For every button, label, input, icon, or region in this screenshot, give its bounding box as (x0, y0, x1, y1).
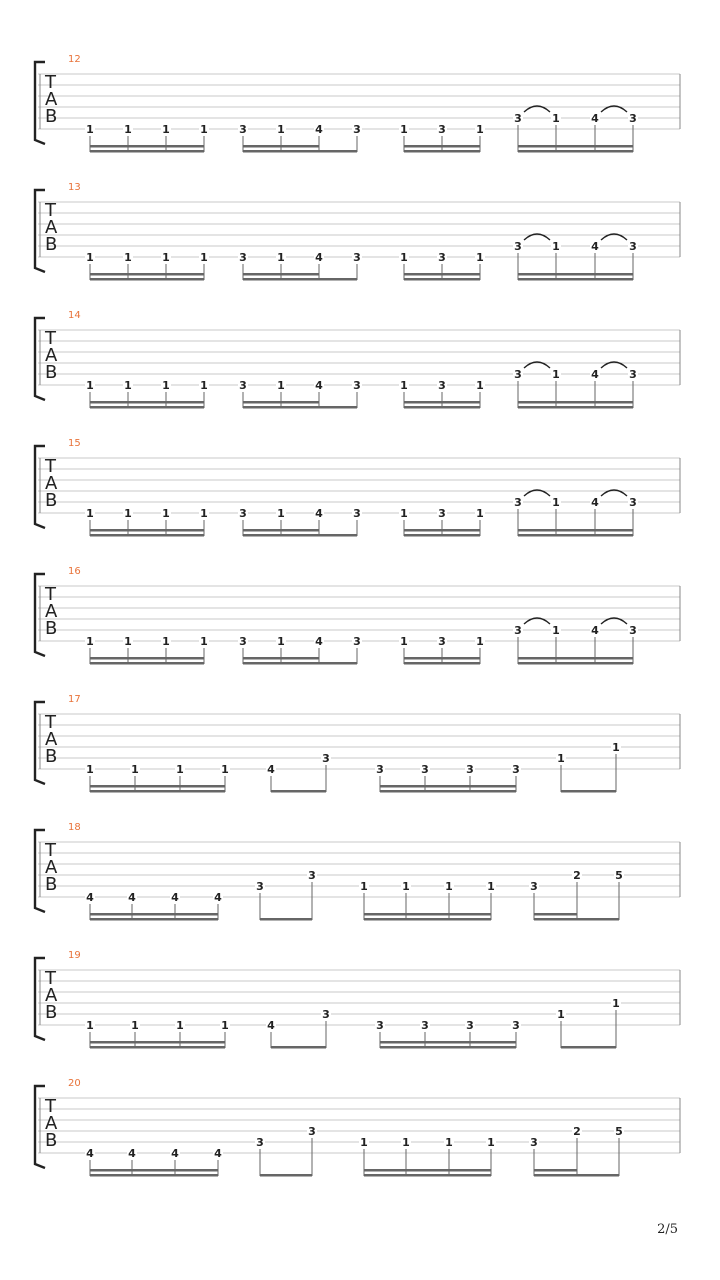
beam (90, 1041, 225, 1044)
fret-number: 4 (591, 240, 599, 253)
fret-number: 3 (629, 496, 637, 509)
measure-number: 15 (68, 438, 81, 449)
fret-number: 4 (315, 251, 323, 264)
measure-number: 20 (68, 1078, 81, 1089)
beam (518, 534, 633, 537)
beam (243, 657, 319, 660)
fret-number: 3 (530, 880, 538, 893)
measure-number: 13 (68, 182, 81, 193)
fret-number: 4 (86, 1147, 94, 1160)
fret-number: 3 (514, 496, 522, 509)
fret-number: 1 (162, 251, 170, 264)
beam (404, 534, 480, 537)
tab-clef-letter: B (45, 618, 58, 639)
fret-number: 1 (162, 379, 170, 392)
fret-number: 3 (239, 251, 247, 264)
fret-number: 1 (200, 379, 208, 392)
fret-number: 1 (487, 880, 495, 893)
fret-number: 1 (124, 251, 132, 264)
fret-number: 5 (615, 869, 623, 882)
tab-clef-letter: B (45, 1002, 58, 1023)
fret-number: 1 (86, 507, 94, 520)
fret-number: 3 (466, 763, 474, 776)
fret-number: 1 (162, 635, 170, 648)
fret-number: 3 (466, 1019, 474, 1032)
beam (90, 401, 204, 404)
fret-number: 1 (552, 112, 560, 125)
tab-clef-letter: A (45, 89, 58, 110)
fret-number: 4 (128, 1147, 136, 1160)
tab-clef-letter: T (45, 200, 56, 221)
beam (561, 1046, 616, 1049)
beam (271, 1046, 326, 1049)
beam (260, 918, 312, 921)
tab-clef-letter: B (45, 874, 58, 895)
fret-number: 3 (629, 368, 637, 381)
fret-number: 4 (267, 763, 275, 776)
fret-number: 3 (239, 635, 247, 648)
tab-clef-letter: A (45, 601, 58, 622)
beam (90, 534, 204, 537)
tab-system (35, 694, 680, 793)
beam (90, 657, 204, 660)
beam (518, 406, 633, 409)
fret-number: 1 (400, 507, 408, 520)
fret-number: 1 (552, 368, 560, 381)
beam (90, 406, 204, 409)
beam (90, 529, 204, 532)
beam (243, 278, 357, 281)
fret-number: 1 (124, 635, 132, 648)
beam (534, 1174, 619, 1177)
fret-number: 3 (512, 763, 520, 776)
tab-system (35, 310, 680, 409)
fret-number: 3 (438, 507, 446, 520)
fret-number: 3 (514, 624, 522, 637)
beam (518, 150, 633, 153)
fret-number: 3 (438, 379, 446, 392)
beam (404, 278, 480, 281)
beam (561, 790, 616, 793)
fret-number: 4 (214, 891, 222, 904)
fret-number: 1 (176, 763, 184, 776)
fret-number: 3 (308, 869, 316, 882)
tab-clef-letter: T (45, 712, 56, 733)
fret-number: 1 (277, 635, 285, 648)
fret-number: 3 (353, 379, 361, 392)
fret-number: 4 (171, 891, 179, 904)
fret-number: 1 (221, 763, 229, 776)
beam (90, 273, 204, 276)
beam (364, 918, 491, 921)
fret-number: 1 (400, 379, 408, 392)
fret-number: 4 (128, 891, 136, 904)
fret-number: 4 (315, 379, 323, 392)
fret-number: 1 (360, 880, 368, 893)
tab-system (35, 438, 680, 537)
fret-number: 1 (86, 251, 94, 264)
fret-number: 3 (322, 752, 330, 765)
fret-number: 1 (476, 635, 484, 648)
fret-number: 1 (86, 123, 94, 136)
beam (90, 1169, 218, 1172)
fret-number: 1 (162, 507, 170, 520)
fret-number: 3 (308, 1125, 316, 1138)
beam (90, 662, 204, 665)
tab-clef-letter: T (45, 72, 56, 93)
fret-number: 1 (200, 123, 208, 136)
tab-clef-letter: A (45, 857, 58, 878)
fret-number: 3 (353, 123, 361, 136)
measure-number: 19 (68, 950, 81, 961)
fret-number: 3 (629, 240, 637, 253)
fret-number: 4 (315, 123, 323, 136)
fret-number: 1 (277, 507, 285, 520)
beam (534, 918, 619, 921)
fret-number: 4 (86, 891, 94, 904)
fret-number: 1 (124, 507, 132, 520)
fret-number: 1 (402, 1136, 410, 1149)
tab-clef-letter: T (45, 584, 56, 605)
measure-number: 17 (68, 694, 81, 705)
fret-number: 3 (239, 379, 247, 392)
beam (243, 145, 319, 148)
beam (243, 273, 319, 276)
fret-number: 4 (171, 1147, 179, 1160)
beam (90, 918, 218, 921)
fret-number: 1 (400, 251, 408, 264)
fret-number: 1 (86, 635, 94, 648)
tab-system (35, 822, 680, 921)
fret-number: 1 (200, 251, 208, 264)
fret-number: 5 (615, 1125, 623, 1138)
fret-number: 3 (438, 251, 446, 264)
tab-clef-letter: A (45, 729, 58, 750)
beam (364, 913, 491, 916)
measure-number: 12 (68, 54, 81, 65)
fret-number: 3 (353, 507, 361, 520)
beam (404, 406, 480, 409)
tab-clef-letter: B (45, 1130, 58, 1151)
tab-clef-letter: T (45, 456, 56, 477)
fret-number: 1 (124, 123, 132, 136)
fret-number: 1 (86, 379, 94, 392)
beam (243, 401, 319, 404)
beam (534, 913, 577, 916)
fret-number: 4 (315, 507, 323, 520)
fret-number: 3 (376, 1019, 384, 1032)
fret-number: 1 (277, 379, 285, 392)
beam (271, 790, 326, 793)
tab-clef-letter: T (45, 328, 56, 349)
fret-number: 3 (256, 1136, 264, 1149)
tab-system (35, 54, 680, 153)
beam (380, 1041, 516, 1044)
beam (260, 1174, 312, 1177)
beam (518, 662, 633, 665)
tab-clef-letter: B (45, 490, 58, 511)
fret-number: 3 (322, 1008, 330, 1021)
beam (534, 1169, 577, 1172)
fret-number: 1 (200, 507, 208, 520)
fret-number: 3 (629, 112, 637, 125)
tab-clef-letter: T (45, 968, 56, 989)
fret-number: 2 (573, 869, 581, 882)
beam (404, 529, 480, 532)
tab-system (35, 1078, 680, 1177)
page-number: 2/5 (657, 1222, 678, 1237)
measure-number: 18 (68, 822, 81, 833)
fret-number: 1 (476, 251, 484, 264)
beam (380, 1046, 516, 1049)
fret-number: 1 (200, 635, 208, 648)
beam (90, 785, 225, 788)
fret-number: 1 (476, 123, 484, 136)
beam (90, 1174, 218, 1177)
fret-number: 4 (591, 368, 599, 381)
beam (518, 657, 633, 660)
fret-number: 1 (445, 880, 453, 893)
fret-number: 2 (573, 1125, 581, 1138)
beam (243, 406, 357, 409)
fret-number: 3 (421, 763, 429, 776)
fret-number: 1 (557, 1008, 565, 1021)
fret-number: 4 (591, 496, 599, 509)
beam (518, 273, 633, 276)
fret-number: 1 (552, 496, 560, 509)
fret-number: 3 (239, 507, 247, 520)
beam (404, 273, 480, 276)
beam (518, 145, 633, 148)
beam (364, 1174, 491, 1177)
fret-number: 4 (591, 112, 599, 125)
beam (404, 662, 480, 665)
fret-number: 1 (86, 1019, 94, 1032)
fret-number: 1 (612, 997, 620, 1010)
fret-number: 1 (400, 123, 408, 136)
fret-number: 1 (277, 251, 285, 264)
fret-number: 1 (487, 1136, 495, 1149)
fret-number: 1 (360, 1136, 368, 1149)
beam (243, 529, 319, 532)
beam (404, 145, 480, 148)
fret-number: 1 (552, 240, 560, 253)
fret-number: 3 (629, 624, 637, 637)
beam (364, 1169, 491, 1172)
beam (90, 913, 218, 916)
measure-number: 16 (68, 566, 81, 577)
fret-number: 1 (612, 741, 620, 754)
beam (404, 401, 480, 404)
beam (518, 401, 633, 404)
fret-number: 1 (124, 379, 132, 392)
tab-clef-letter: B (45, 234, 58, 255)
fret-number: 4 (214, 1147, 222, 1160)
fret-number: 3 (438, 635, 446, 648)
fret-number: 3 (256, 880, 264, 893)
tab-clef-letter: A (45, 217, 58, 238)
fret-number: 3 (512, 1019, 520, 1032)
beam (243, 534, 357, 537)
fret-number: 4 (267, 1019, 275, 1032)
tab-clef-letter: B (45, 106, 58, 127)
fret-number: 1 (162, 123, 170, 136)
fret-number: 3 (438, 123, 446, 136)
fret-number: 3 (421, 1019, 429, 1032)
fret-number: 1 (221, 1019, 229, 1032)
beam (90, 1046, 225, 1049)
tab-clef-letter: A (45, 345, 58, 366)
beam (404, 150, 480, 153)
fret-number: 1 (277, 123, 285, 136)
fret-number: 3 (530, 1136, 538, 1149)
fret-number: 4 (315, 635, 323, 648)
beam (380, 790, 516, 793)
beam (404, 657, 480, 660)
tab-clef-letter: T (45, 1096, 56, 1117)
fret-number: 1 (131, 763, 139, 776)
fret-number: 1 (86, 763, 94, 776)
tab-system (35, 566, 680, 665)
fret-number: 3 (376, 763, 384, 776)
fret-number: 1 (445, 1136, 453, 1149)
beam (518, 278, 633, 281)
beam (90, 278, 204, 281)
fret-number: 3 (514, 240, 522, 253)
fret-number: 3 (514, 368, 522, 381)
fret-number: 4 (591, 624, 599, 637)
tab-clef-letter: A (45, 1113, 58, 1134)
beam (518, 529, 633, 532)
measure-number: 14 (68, 310, 81, 321)
tab-clef-letter: T (45, 840, 56, 861)
tab-clef-letter: B (45, 746, 58, 767)
tab-system (35, 950, 680, 1049)
fret-number: 1 (476, 507, 484, 520)
fret-number: 1 (552, 624, 560, 637)
tab-clef-letter: A (45, 985, 58, 1006)
beam (90, 790, 225, 793)
beam (90, 145, 204, 148)
beam (90, 150, 204, 153)
beam (243, 150, 357, 153)
fret-number: 1 (176, 1019, 184, 1032)
fret-number: 1 (131, 1019, 139, 1032)
fret-number: 1 (476, 379, 484, 392)
fret-number: 3 (353, 635, 361, 648)
fret-number: 3 (239, 123, 247, 136)
fret-number: 1 (400, 635, 408, 648)
fret-number: 3 (353, 251, 361, 264)
fret-number: 1 (557, 752, 565, 765)
beam (380, 785, 516, 788)
fret-number: 1 (402, 880, 410, 893)
beam (243, 662, 357, 665)
fret-number: 3 (514, 112, 522, 125)
tab-clef-letter: A (45, 473, 58, 494)
tab-clef-letter: B (45, 362, 58, 383)
tab-system (35, 182, 680, 281)
